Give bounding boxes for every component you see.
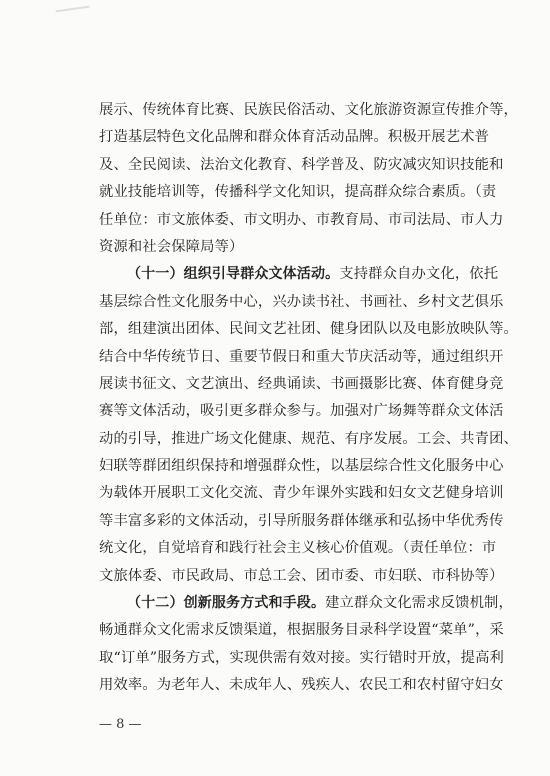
- body-line: 动的引导，推进广场文化健康、规范、有序发展。工会、共青团、: [99, 430, 518, 447]
- body-line: 为载体开展职工文化交流、青少年课外实践和妇女文艺健身培训: [99, 485, 504, 502]
- body-line: 展示、传统体育比赛、民族民俗活动、文化旅游资源宣传推介等，: [99, 102, 518, 118]
- section-heading-text: 建立群众文化需求反馈机制，: [325, 595, 513, 612]
- body-line: 取“订单”服务方式，实现供需有效对接。实行错时开放，提高利: [99, 649, 504, 666]
- body-line: 赛等文体活动，吸引更多群众参与。加强对广场舞等群众文体活: [99, 403, 504, 420]
- document-body: [99, 97, 518, 700]
- body-line: 资源和社会保障局等）: [99, 238, 244, 255]
- body-line: 展读书征文、文艺演出、经典诵读、书画摄影比赛、体育健身竞: [99, 375, 504, 392]
- page-number: — 8 —: [99, 717, 142, 732]
- body-line: 用效率。为老年人、未成年人、残疾人、农民工和农村留守妇女: [99, 677, 504, 694]
- scan-artifact: [56, 6, 91, 19]
- body-line: 部，组建演出团体、民间文艺社团、健身团队以及电影放映队等。: [99, 321, 518, 338]
- body-line: 打造基层特色文化品牌和群众体育活动品牌。积极开展艺术普: [99, 129, 490, 146]
- body-line: 结合中华传统节日、重要节假日和重大节庆活动等，通过组织开: [99, 348, 504, 365]
- body-line: 及、全民阅读、法治文化教育、科学普及、防灾减灾知识技能和: [99, 156, 504, 173]
- section-heading-line: [99, 261, 499, 288]
- section-heading: （十二）创新服务方式和手段。: [127, 595, 326, 612]
- section-heading-text: 支持群众自办文化，依托: [339, 266, 499, 283]
- section-heading: （十一）组织引导群众文体活动。: [127, 266, 340, 283]
- body-line: 就业技能培训等，传播科学文化知识，提高群众综合素质。（责: [99, 184, 497, 201]
- body-line: 畅通群众文化需求反馈渠道，根据服务目录科学设置“菜单”，采: [99, 622, 504, 639]
- body-line: 统文化，自觉培育和践行社会主义核心价值观。（责任单位：市: [99, 540, 497, 557]
- section-heading-line: [99, 590, 513, 617]
- body-line: 文旅体委、市民政局、市总工会、团市委、市妇联、市科协等）: [99, 567, 504, 584]
- body-line: 妇联等群团组织保持和增强群众性，以基层综合性文化服务中心: [99, 458, 504, 475]
- body-line: 基层综合性文化服务中心，兴办读书社、书画社、乡村文艺俱乐: [99, 293, 504, 310]
- body-line: 任单位：市文旅体委、市文明办、市教育局、市司法局、市人力: [99, 211, 504, 228]
- body-line: 等丰富多彩的文体活动，引导所服务群体继承和弘扬中华优秀传: [99, 512, 504, 529]
